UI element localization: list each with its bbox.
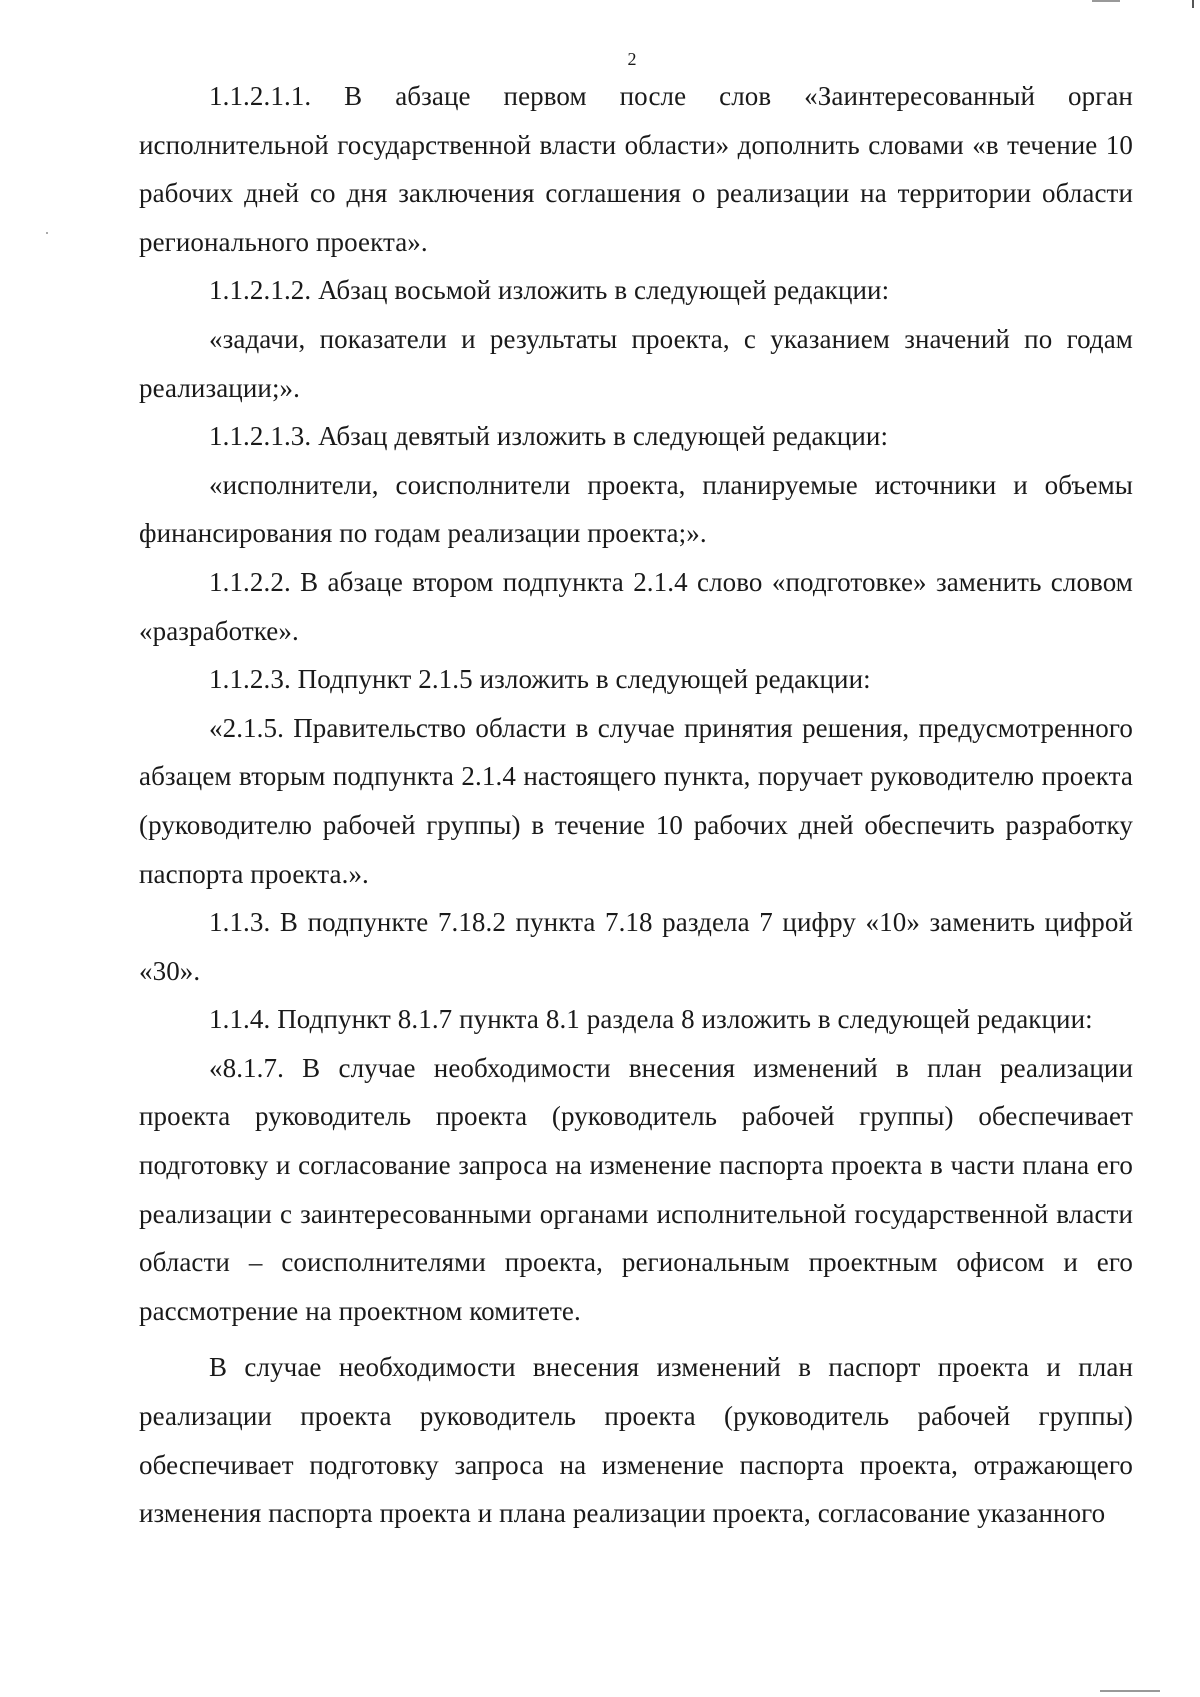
paragraph-1-1-2-3: 1.1.2.3. Подпункт 2.1.5 изложить в следующей редакции: [209,664,871,695]
paragraph-1-1-2-1-1: 1.1.2.1.1. В абзаце первом после слов «Заинтересованный орган исполнительной государственной власти области» дополнить словами «в течение 10 рабочих дней со дня заключения соглашения о реализации на территории области регионального проекта». [139,81,1133,257]
paragraph-passport-changes: В случае необходимости внесения изменений в паспорт проекта и план реализации проекта руководитель проекта (руководитель рабочей группы) обеспечивает подготовку запроса на изменение паспорта проекта, отражающего изменения паспорта проекта и плана реализации проекта, согласование указанного [139,1352,1133,1529]
quoted-paragraph-2-1-5: «2.1.5. Правительство области в случае принятия решения, предусмотренного абзацем вторым подпункта 2.1.4 настоящего пункта, поручает руководителю проекта (руководителю рабочей группы) в течение 10 рабочих дней обеспечить разработку паспорта проекта.». [139,712,1133,889]
paragraph-1-1-2-1-3: 1.1.2.1.3. Абзац девятый изложить в следующей редакции: [209,421,889,452]
paragraph-1-1-4: 1.1.4. Подпункт 8.1.7 пункта 8.1 раздела 8 изложить в следующей редакции: [209,1004,1093,1035]
quoted-paragraph-executors: «исполнители, соисполнители проекта, планируемые источники и объемы финансирования по годам реализации проекта;». [139,469,1133,549]
scan-mark-left-dot [46,232,48,234]
scan-mark-bottom-right [1100,1690,1160,1692]
paragraph-1-1-2-2: 1.1.2.2. В абзаце втором подпункта 2.1.4 слово «подготовке» заменить словом «разработке». [139,566,1133,646]
page-number: 2 [627,49,637,69]
document-body [139,72,1133,1538]
paragraph-1-1-2-1-2: 1.1.2.1.2. Абзац восьмой изложить в следующей редакции: [209,275,890,306]
scan-mark-top-right-dots [1092,0,1120,2]
scan-mark-top-right [1192,0,1194,8]
quoted-paragraph-tasks: «задачи, показатели и результаты проекта, с указанием значений по годам реализации;». [139,323,1133,403]
paragraph-1-1-3: 1.1.3. В подпункте 7.18.2 пункта 7.18 раздела 7 цифру «10» заменить цифрой «30». [139,907,1133,986]
quoted-paragraph-8-1-7: «8.1.7. В случае необходимости внесения изменений в план реализации проекта руководитель проекта (руководитель рабочей группы) обеспечивает подготовку и согласование запроса на изменение паспорта проекта в части плана его реализации с заинтересованными органами исполнительной государственной власти области – соисполнителями проекта, региональным проектным офисом и его рассмотрение на проектном комитете. [139,1052,1133,1326]
